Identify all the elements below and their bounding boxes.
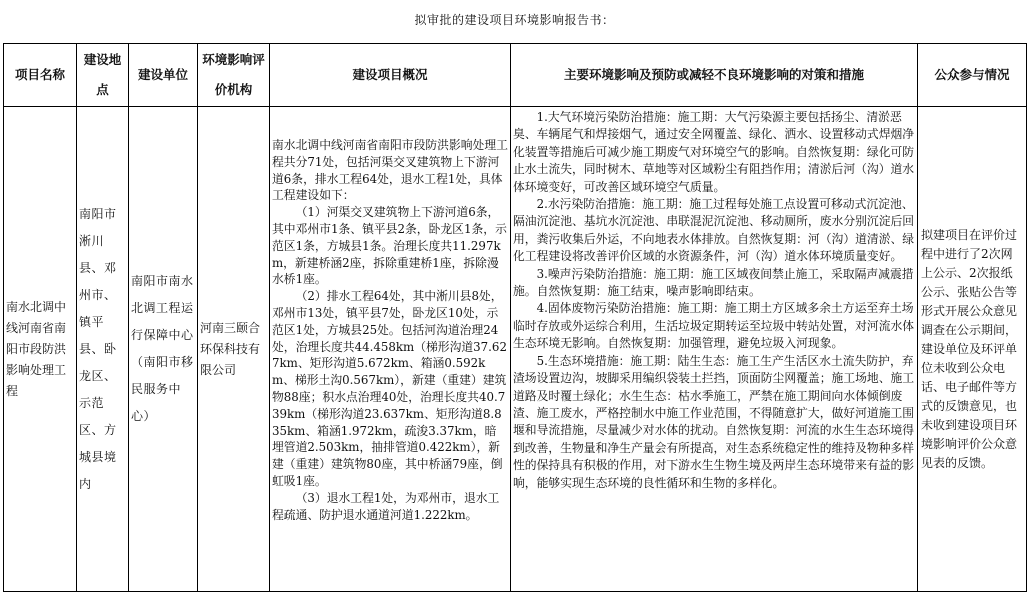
- measures-paragraph: 2.水污染防治措施：施工期：施工过程每处施工点设置可移动式沉淀池、隔油沉淀池、基坑水沉淀池、串联混泥沉淀池、移动厕所，废水分别沉淀后回用，粪污收集后外运，不向地表水体排放。自然恢复期：河（沟）道清淤、绿化工程建设将改善评价区域的水资源条件，河（沟）道水体环境质量变好。: [513, 197, 915, 264]
- header-overview: 建设项目概况: [270, 44, 511, 107]
- project-name-text: 南水北调中线河南省南阳市段防洪影响处理工程: [6, 299, 67, 398]
- cell-participation: [918, 107, 1027, 592]
- eia-agency-text: 河南三颐合环保科技有限公司: [200, 320, 261, 377]
- overview-paragraph: （3）退水工程1处，为邓州市，退水工程疏通、防护退水通道河道1.222km。: [272, 490, 500, 522]
- overview-paragraph: 南水北调中线河南省南阳市段防洪影响处理工程共分71处，包括河渠交叉建筑物上下游河道6条，排水工程64处，退水工程1处，具体工程建设如下：: [272, 138, 508, 203]
- document-caption: 拟审批的建设项目环境影响报告书：: [414, 13, 615, 27]
- eia-report-table: [3, 43, 1027, 592]
- measures-paragraph: 5.生态环境措施：施工期：陆生生态：施工生产生活区水土流失防护，弃渣场设置边沟，坡脚采用编织袋装土拦挡，顶面防尘网覆盖；施工场地、施工道路及时覆土绿化；水生生态：枯水季施工，严禁在施工期间向水体倾倒废渣、施工废水，严格控制水中施工作业范围，不得随意扩大，做好河道施工围堰和导流措施，尽量减少对水体的扰动。自然恢复期：河流的水生生态环境得到改善，生物量和净生产量会有所提高，对生态系统稳定性的维持及物种多样性的保持具有积极的作用，对下游水生生物生境及两岸生态环境带来有益的影响，能够实现生态环境的良性循环和生物的多样化。: [513, 353, 915, 490]
- header-location: 建设地点: [77, 44, 129, 107]
- measures-text: [511, 109, 917, 492]
- cell-builder: [129, 107, 198, 592]
- header-eia-agency: 环境影响评价机构: [198, 44, 270, 107]
- overview-paragraph: （2）排水工程64处，其中淅川县8处，邓州市13处，镇平县7处，卧龙区10处，示范区1处，方城县25处。包括河沟道治理24处，治理长度共44.458km（梯形沟道37.627km、矩形沟道5.672km、箱涵0.592km、梯形土沟0.567km），新建（重建）建筑物88座；积水点治理40处，治理长度共40.739km（梯形沟道23.637km、矩形沟道8.835km、箱涵1.972km，疏浚3.37km，暗埋管道2.503km，抽排管道0.422km），新建（重建）建筑物80座，其中桥涵79座，倒虹吸1座。: [272, 289, 507, 488]
- cell-eia-agency: [198, 107, 270, 592]
- measures-paragraph: 1.大气环境污染防治措施：施工期：大气污染源主要包括扬尘、清淤恶臭、车辆尾气和焊接烟气，通过安全网覆盖、绿化、洒水、设置移动式焊烟净化装置等措施后可减少施工期废气对环境空气的影响。自然恢复期：绿化可防止水土流失，同时树木、草地等对区域粉尘有阻挡作用；清淤后河（沟）道水体环境变好，可改善区域环境空气质量。: [513, 110, 915, 194]
- location-text: 南阳市淅川县、邓州市、镇平县、卧龙区、示范区、方城县境内: [79, 206, 117, 491]
- header-participation: 公众参与情况: [918, 44, 1027, 107]
- table-row: [4, 107, 1027, 592]
- overview-text: [270, 137, 510, 523]
- measures-paragraph: 3.噪声污染防治措施：施工期：施工区域夜间禁止施工，采取隔声减震措施。自然恢复期：施工结束，噪声影响即结束。: [513, 266, 914, 299]
- header-row: [4, 44, 1027, 107]
- header-builder: 建设单位: [129, 44, 198, 107]
- participation-text: 拟建项目在评价过程中进行了2次网上公示、2次报纸公示、张贴公告等形式开展公众意见调查在公示期间，建设单位及环评单位未收到公众电话、电子邮件等方式的反馈意见，也未收到建设项目环境影响评价公众意见表的反馈。: [921, 227, 1018, 470]
- overview-paragraph: （1）河渠交叉建筑物上下游河道6条，其中邓州市1条、镇平县2条，卧龙区1条，示范区1条，方城县1条。治理长度共11.297km，新建桥涵2座，拆除重建桥1座，拆除漫水桥1座。: [272, 205, 507, 287]
- measures-paragraph: 4.固体废物污染防治措施：施工期：施工期土方区域多余土方运至弃土场临时存放或外运综合利用，生活垃圾定期转运至垃圾中转站处置，对河流水体生态环境无影响。自然恢复期：加强管理，避免垃圾入河现象。: [513, 301, 915, 351]
- cell-project-name: [4, 107, 77, 592]
- cell-measures: [511, 107, 918, 592]
- header-measures: 主要环境影响及预防或减轻不良环境影响的对策和措施: [511, 44, 918, 107]
- cell-location: [77, 107, 129, 592]
- header-project-name: 项目名称: [4, 44, 77, 107]
- builder-text: 南阳市南水北调工程运行保障中心（南阳市移民服务中心）: [131, 274, 194, 423]
- cell-overview: [270, 107, 511, 592]
